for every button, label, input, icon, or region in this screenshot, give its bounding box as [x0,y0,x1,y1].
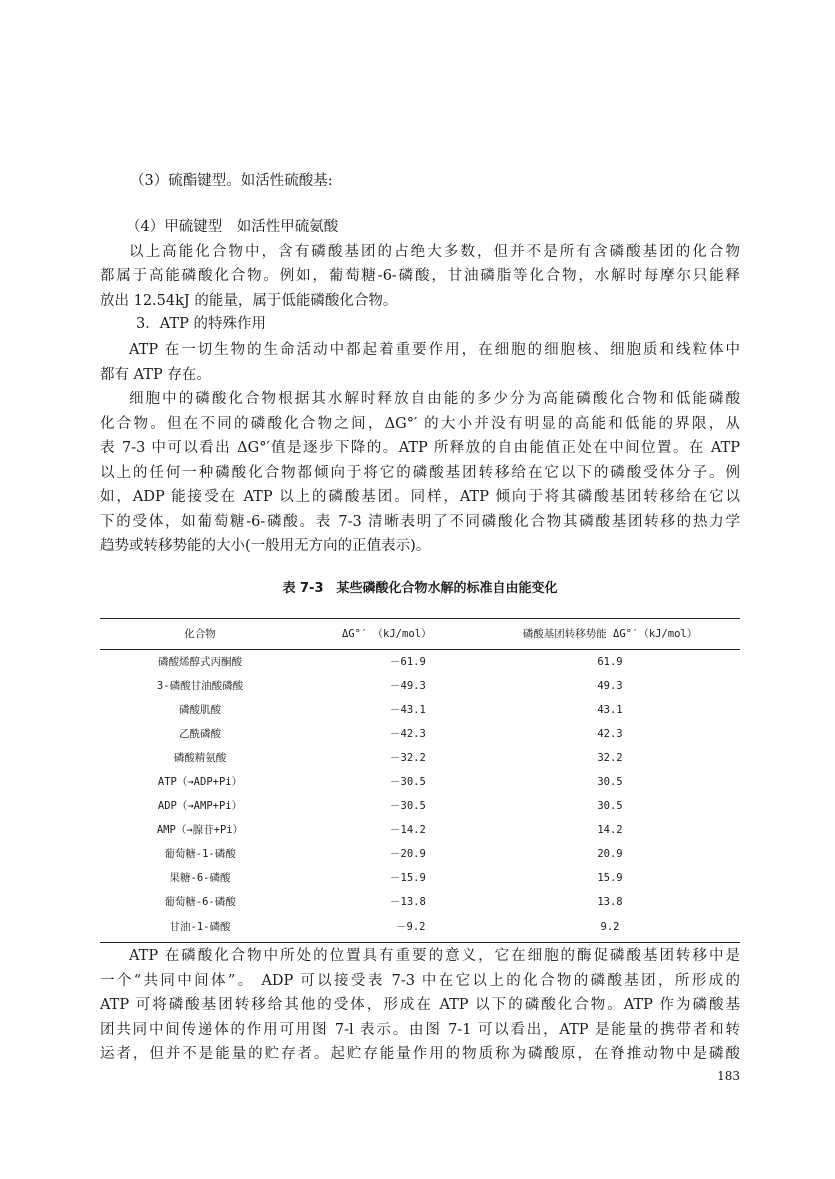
energy-table [100,618,740,943]
table-row [100,842,740,866]
table-cell-transfer-potential: 13.8 [597,896,623,908]
table-cell-delta-g: －49.3 [390,680,426,692]
text-line: 运者，但并不是能量的贮存者。起贮存能量作用的物质称为磷酸原，在脊推动物中是磷酸 [100,1046,740,1062]
table-cell-compound: 磷酸精氨酸 [173,752,227,764]
text-line: ATP 在磷酸化合物中所处的位置具有重要的意义，它在细胞的酶促磷酸基团转移中是 [129,948,740,964]
table-caption: 表 7-3 某些磷酸化合物水解的标准自由能变化 [282,581,558,596]
text-line: 化合物。但在不同的磷酸化合物之间，ΔG°′ 的大小并没有明显的高能和低能的界限，从 [100,416,740,432]
text-line: 下的受体，如葡萄糖-6-磷酸。表 7-3 清晰表明了不同磷酸化合物其磷酸基团转移的热力学 [100,514,740,530]
text-line: ATP 在一切生物的生命活动中都起着重要作用，在细胞的细胞核、细胞质和线粒体中 [129,342,740,358]
table-cell-transfer-potential: 30.5 [597,776,623,788]
text-line: 都有 ATP 存在。 [100,367,211,383]
table-cell-transfer-potential: 32.2 [597,752,623,764]
table-row [100,866,740,890]
table-cell-transfer-potential: 61.9 [597,656,623,668]
table-row [100,770,740,794]
table-cell-delta-g: －30.5 [390,776,426,788]
table-cell-compound: 乙酰磷酸 [179,728,221,740]
table-cell-compound: 甘油-1-磷酸 [169,921,231,933]
text-line: 一个“共同中间体”。 ADP 可以接受表 7-3 中在它以上的化合物的磷酸基团，所形成的 [100,973,740,989]
table-cell-delta-g: －15.9 [390,872,426,884]
table-cell-transfer-potential: 9.2 [600,921,620,933]
table-cell-delta-g: －30.5 [390,800,426,812]
text-line: 团共同中间传递体的作用可用图 7-l 表示。由图 7-1 可以看出，ATP 是能量的携带者和转 [100,1022,740,1038]
table-row [100,722,740,746]
table-cell-delta-g: －9.2 [396,921,426,933]
table-cell-delta-g: －20.9 [390,848,426,860]
table-bottom-rule [100,942,740,943]
table-row [100,698,740,722]
table-cell-delta-g: －42.3 [390,728,426,740]
table-cell-delta-g: －43.1 [390,704,426,716]
table-cell-compound: 果糖-6-磷酸 [169,872,231,884]
table-top-rule [100,618,740,619]
table-cell-compound: ATP（→ADP+Pi） [157,776,243,788]
text-line: 表 7-3 中可以看出 ΔG°′值是逐步下降的。ATP 所释放的自由能值正处在中间位置。在 ATP [100,440,740,456]
table-cell-compound: 葡萄糖-1-磷酸 [164,848,236,860]
table-cell-transfer-potential: 42.3 [597,728,623,740]
text-line: ATP 可将磷酸基团转移给其他的受体，形成在 ATP 以下的磷酸化合物。ATP 作为磷酸基 [100,997,740,1013]
text-line: （3）硫酯键型。如活性硫酸基: [130,173,333,189]
table-row [100,746,740,770]
table-cell-transfer-potential: 14.2 [597,824,623,836]
table-cell-compound: 磷酸肌酸 [179,704,221,716]
text-line: 以上的任何一种磷酸化合物都倾向于将它的磷酸基团转移给在它以下的磷酸受体分子。例 [100,465,740,481]
text-line: 以上高能化合物中，含有磷酸基团的占绝大多数，但并不是所有含磷酸基团的化合物 [129,244,740,260]
text-line: 趋势或转移势能的大小(一般用无方向的正值表示)。 [100,538,431,554]
table-cell-delta-g: －14.2 [390,824,426,836]
table-row [100,674,740,698]
table-cell-delta-g: －61.9 [390,656,426,668]
text-line: 如，ADP 能接受在 ATP 以上的磷酸基团。同样，ATP 倾向于将其磷酸基团转移给在它以 [100,489,740,505]
table-cell-compound: 3-磷酸甘油酸磷酸 [156,680,244,692]
table-cell-compound: AMP（→腺苷+Pi） [156,824,244,836]
text-line: 放出 12.54kJ 的能量，属于低能磷酸化合物。 [100,293,398,309]
text-line: 细胞中的磷酸化合物根据其水解时释放自由能的多少分为高能磷酸化合物和低能磷酸 [129,391,740,407]
table-row [100,650,740,674]
table-cell-transfer-potential: 15.9 [597,872,623,884]
text-line: 都属于高能磷酸化合物。例如，葡萄糖-6-磷酸，甘油磷脂等化合物，水解时每摩尔只能释 [100,268,740,284]
table-cell-delta-g: －13.8 [390,896,426,908]
section-heading: 3．ATP 的特殊作用 [136,316,266,332]
table-header-delta-g: ΔG°′ （kJ/mol） [342,628,432,640]
table-cell-compound: ADP（→AMP+Pi） [157,800,243,812]
table-cell-transfer-potential: 30.5 [597,800,623,812]
table-cell-transfer-potential: 43.1 [597,704,623,716]
table-row [100,794,740,818]
table-cell-compound: 磷酸烯醇式丙酮酸 [158,656,242,668]
table-cell-compound: 葡萄糖-6-磷酸 [164,896,236,908]
table-cell-delta-g: －32.2 [390,752,426,764]
table-row [100,915,740,939]
text-line: （4）甲硫键型 如活性甲硫氨酸 [126,219,339,235]
table-row [100,818,740,842]
table-header-transfer-potential: 磷酸基团转移势能 ΔG°′（kJ/mol） [522,628,698,640]
table-cell-transfer-potential: 49.3 [597,680,623,692]
page-number: 183 [717,1069,740,1083]
table-header-compound: 化合物 [184,628,216,640]
table-cell-transfer-potential: 20.9 [597,848,623,860]
table-row [100,890,740,914]
